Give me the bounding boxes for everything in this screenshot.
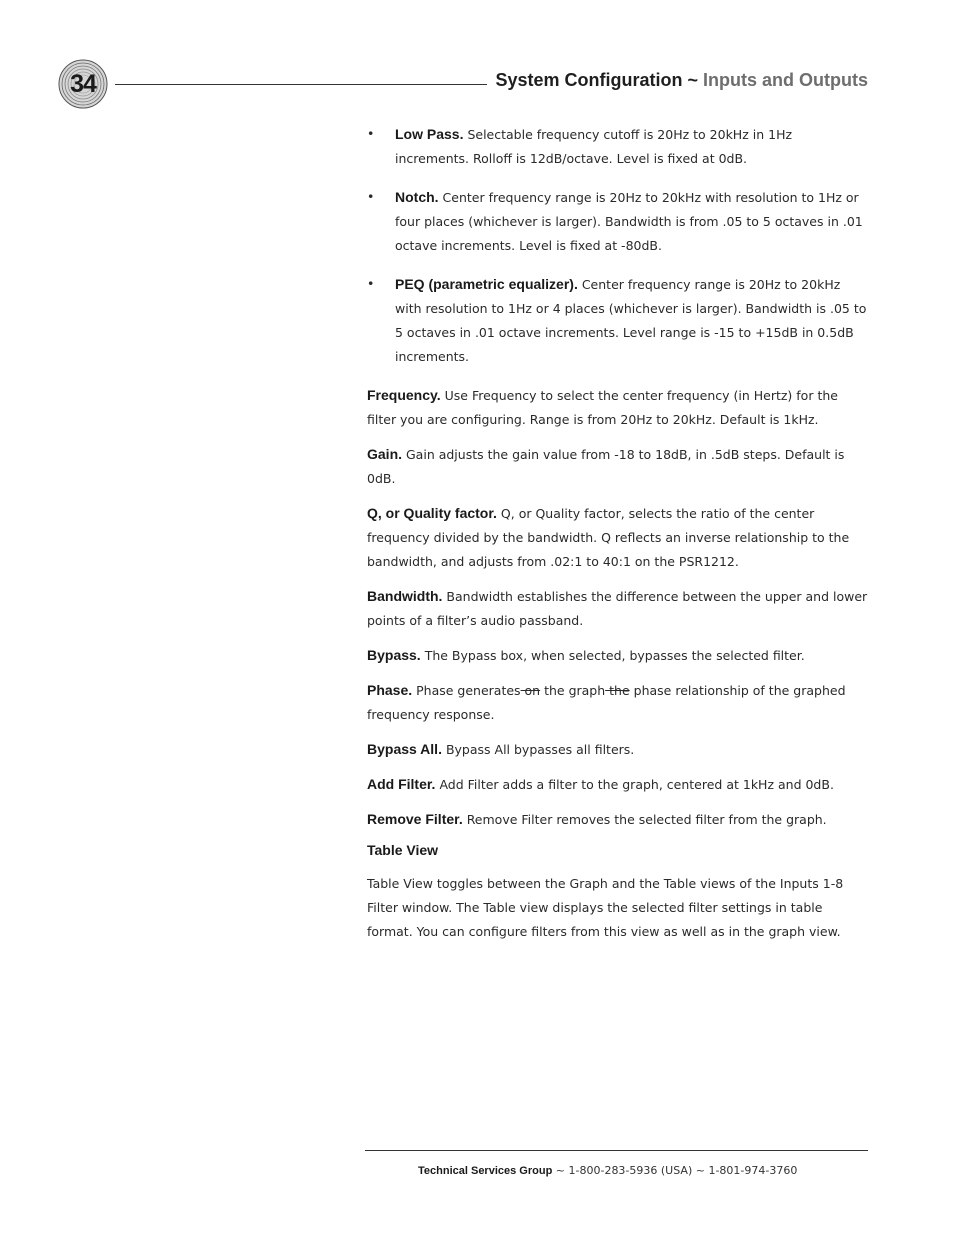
definition-text: Add Filter adds a filter to the graph, centered at 1kHz and 0dB. (439, 777, 834, 792)
definition-bypass-all (367, 737, 868, 762)
list-item (367, 185, 868, 258)
footer-contact: ~ 1-800-283-5936 (USA) ~ 1-801-974-3760 (552, 1164, 798, 1177)
definition-term: Phase. (367, 682, 413, 698)
list-item-term: PEQ (parametric equalizer). (395, 276, 578, 292)
definition-term: Gain. (367, 446, 403, 462)
struck-text: the (605, 683, 630, 698)
definition-text: Remove Filter removes the selected filter from the graph. (466, 812, 827, 827)
bullet-icon: • (367, 189, 375, 204)
title-separator: ~ (682, 70, 704, 90)
section-title: System Configuration (495, 70, 683, 90)
list-item-term: Low Pass. (395, 126, 464, 142)
definition-term: Bypass. (367, 647, 421, 663)
definition-text: the graph (540, 683, 606, 698)
header-rule (115, 84, 487, 85)
struck-text: on (520, 683, 541, 698)
definition-term: Frequency. (367, 387, 441, 403)
subsection-title: Inputs and Outputs (703, 70, 868, 90)
definition-text: Gain adjusts the gain value from -18 to 18dB, in .5dB steps. Default is 0dB. (367, 447, 845, 486)
definition-term: Bandwidth. (367, 588, 443, 604)
definition-bypass (367, 643, 868, 668)
bullet-icon: • (367, 276, 375, 291)
definition-frequency (367, 383, 868, 432)
definition-text: Use Frequency to select the center frequency (in Hertz) for the filter you are configuring. Range is from 20Hz to 20kHz. Default is 1kHz. (367, 388, 838, 427)
definition-q-factor (367, 501, 868, 574)
list-item-text: Center frequency range is 20Hz to 20kHz with resolution to 1Hz or 4 places (whichever is larger). Bandwidth is .05 to 5 octaves in .01 octave increments. Level range is -15 to +15dB in 0.5dB increments. (395, 277, 867, 364)
definition-bandwidth (367, 584, 868, 633)
page-number: 34 (70, 70, 96, 98)
definition-text: Phase generates (416, 683, 521, 698)
definition-text: phase relationship of the graphed frequency response. (367, 683, 846, 722)
body-content (367, 122, 868, 954)
list-item-term: Notch. (395, 189, 439, 205)
definition-add-filter (367, 772, 868, 797)
list-item-text: Selectable frequency cutoff is 20Hz to 20kHz in 1Hz increments. Rolloff is 12dB/octave. Level is fixed at 0dB. (395, 127, 793, 166)
footer-rule (365, 1150, 868, 1151)
bullet-icon: • (367, 126, 375, 141)
definition-phase (367, 678, 868, 727)
definition-term: Bypass All. (367, 741, 442, 757)
list-item-text: Center frequency range is 20Hz to 20kHz with resolution to 1Hz or four places (whichever is larger). Bandwidth is from .05 to 5 octaves in .01 octave increments. Level is fixed at -80dB. (395, 190, 863, 253)
footer-org: Technical Services Group (418, 1165, 553, 1177)
table-view-text: Table View toggles between the Graph and the Table views of the Inputs 1-8 Filter window. The Table view displays the selected filter settings in table format. You can configure filters from this view as well as in the graph view. (367, 876, 844, 939)
definition-text: Q, or Quality factor, selects the ratio of the center frequency divided by the bandwidth. Q reflects an inverse relationship to the bandwidth, and adjusts from .02:1 to 40:1 on the PSR1212. (367, 506, 850, 569)
list-item (367, 272, 868, 369)
definition-text: Bandwidth establishes the difference between the upper and lower points of a filter’s audio passband. (367, 589, 868, 628)
list-item (367, 122, 868, 171)
definition-term: Remove Filter. (367, 811, 463, 827)
definition-term: Add Filter. (367, 776, 436, 792)
definition-text: Bypass All bypasses all filters. (445, 742, 635, 757)
definition-remove-filter (367, 807, 868, 832)
definition-text: The Bypass box, when selected, bypasses the selected filter. (424, 648, 805, 663)
footer (418, 1164, 797, 1177)
page-number-badge (58, 59, 108, 109)
page-title (495, 70, 868, 91)
definition-term: Q, or Quality factor. (367, 505, 497, 521)
table-view-heading: Table View (367, 842, 439, 858)
definition-gain (367, 442, 868, 491)
